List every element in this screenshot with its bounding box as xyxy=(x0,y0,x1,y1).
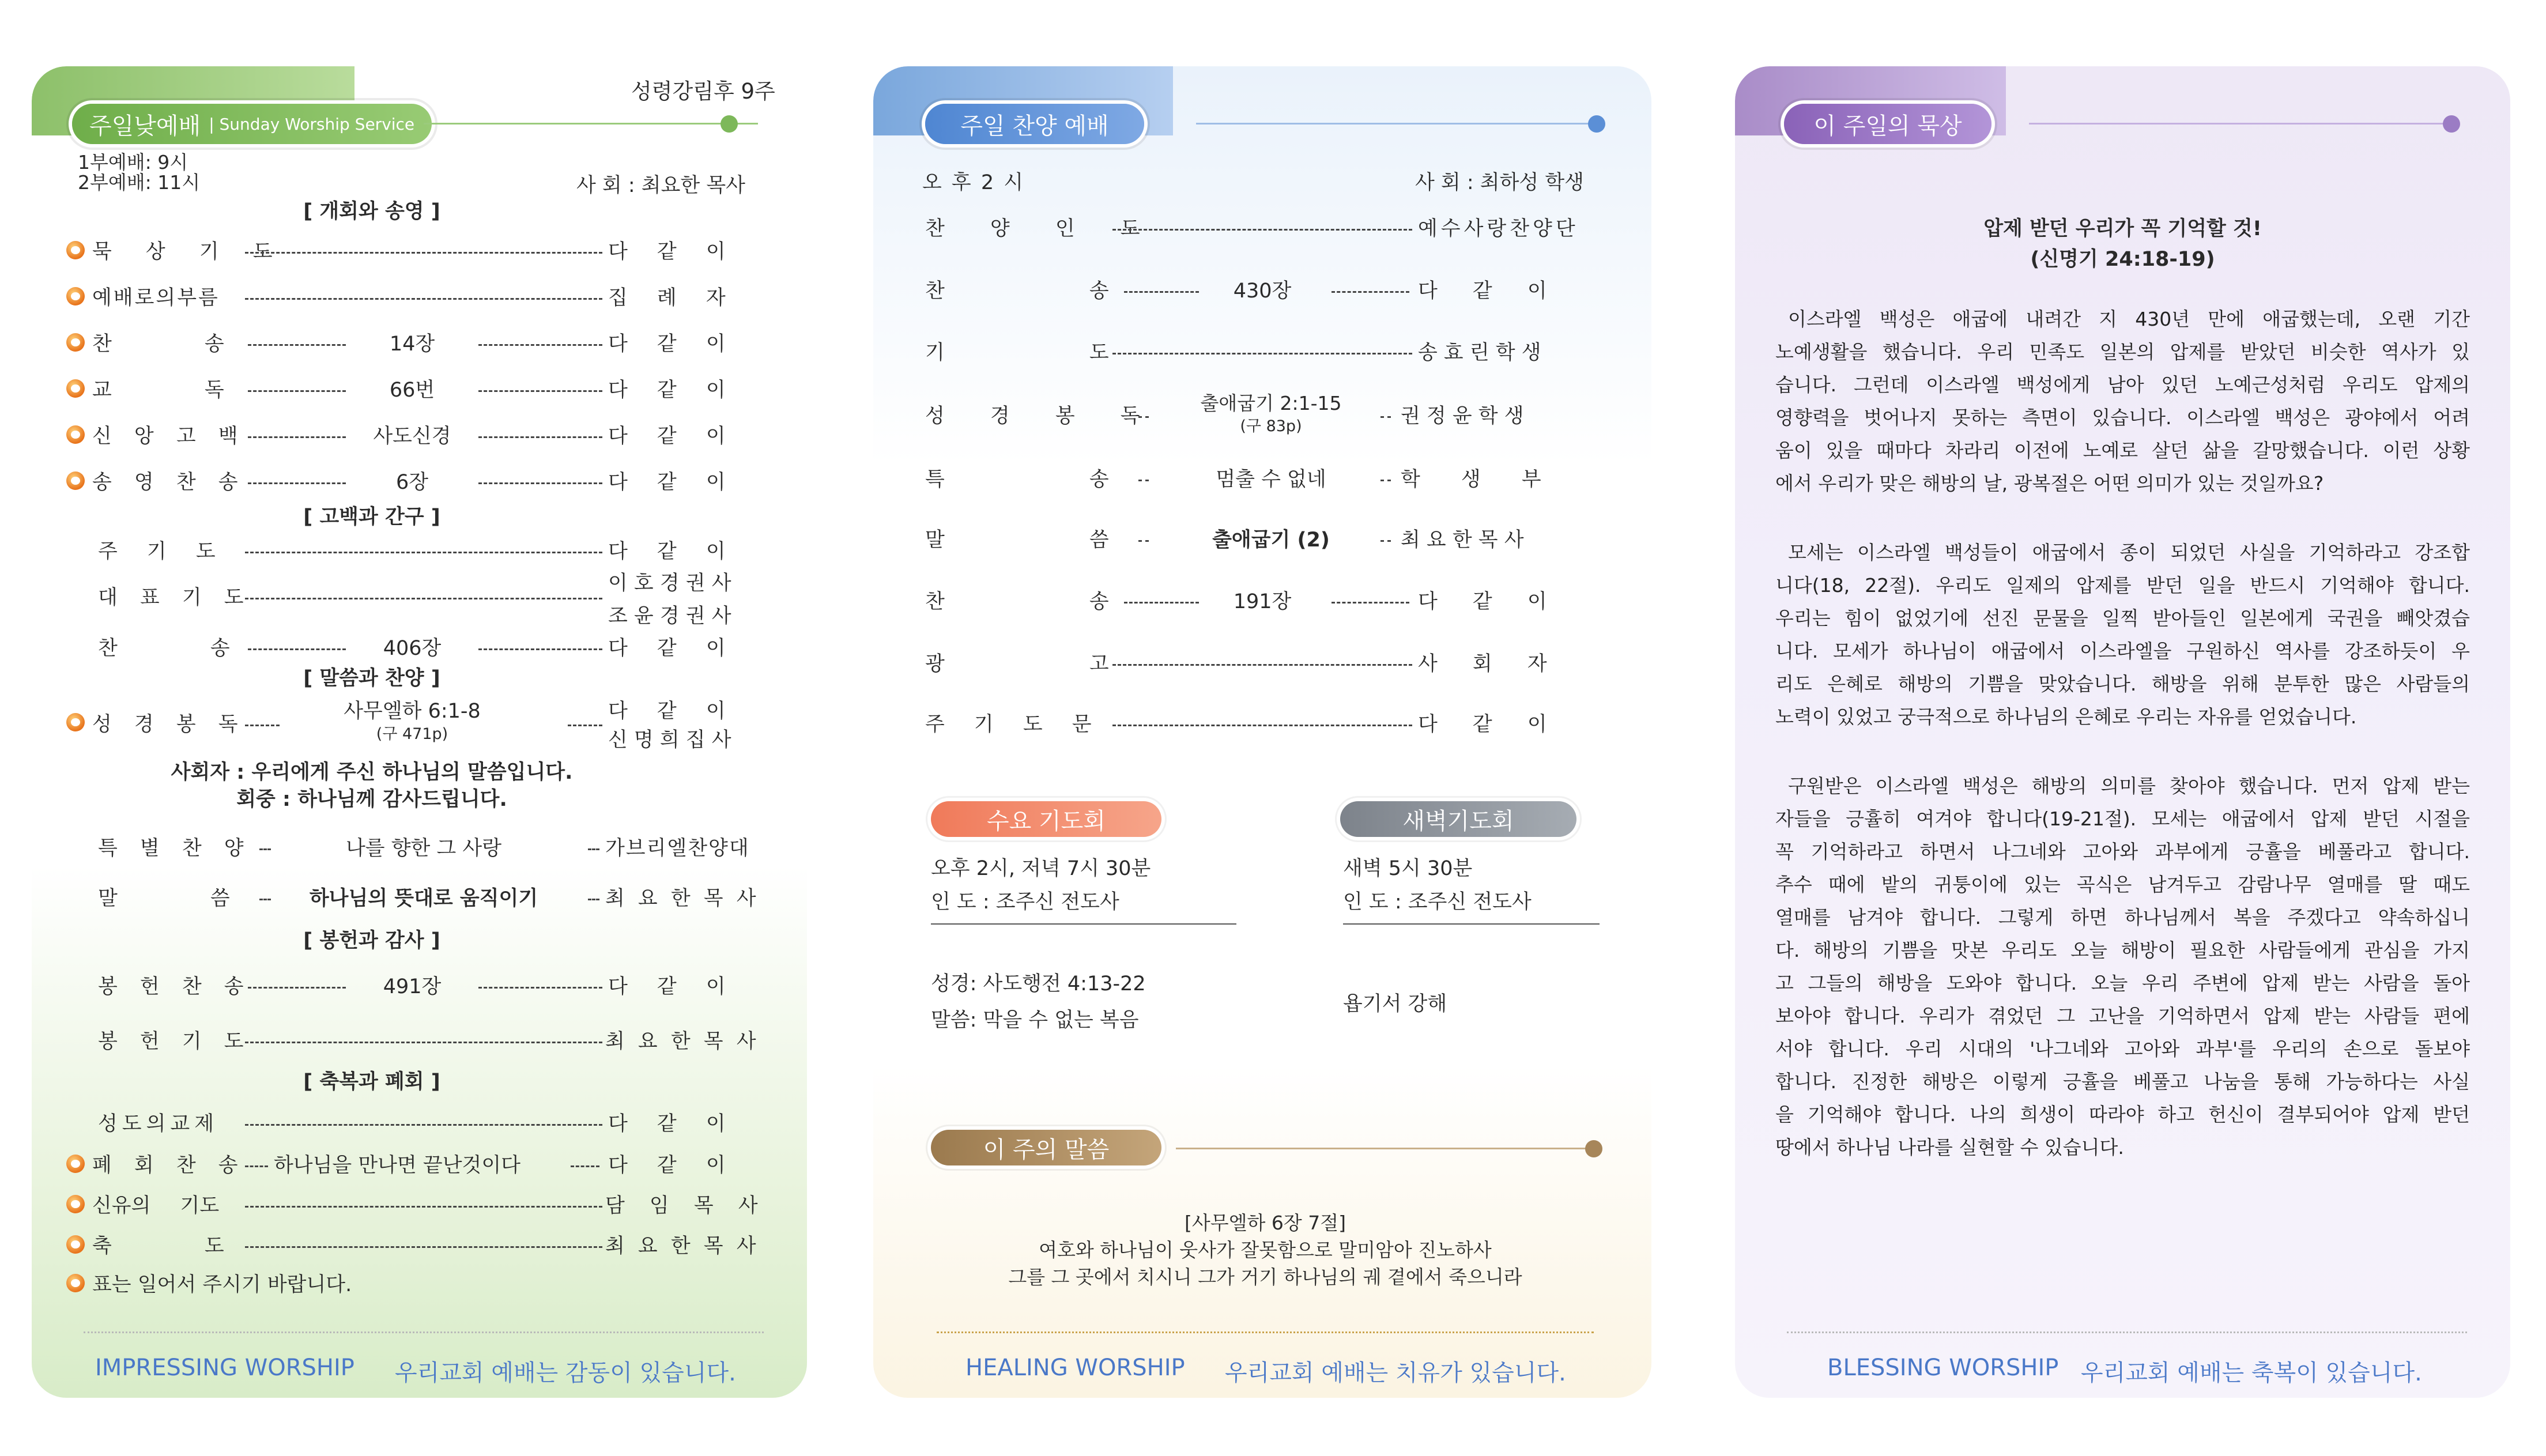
leader-dashes xyxy=(245,725,280,726)
order-item: 찬 송 xyxy=(925,590,1109,613)
header-dot xyxy=(2443,115,2460,133)
meditation-paragraph xyxy=(1775,770,2470,1164)
praise-worship-title xyxy=(925,104,1144,144)
wednesday-prayer-title xyxy=(931,801,1161,837)
sermon-title: 출애굽기 (2) xyxy=(1212,529,1330,552)
leader-dashes xyxy=(248,436,346,438)
order-leader: 다 같 이 xyxy=(608,471,726,494)
order-detail: 491장 xyxy=(383,975,442,998)
order-leader: 최 요 한 목 사 xyxy=(1401,529,1524,552)
order-detail: 나를 향한 그 사랑 xyxy=(345,837,502,860)
order-leader: 다 같 이 xyxy=(608,700,726,723)
order-leader: 최 요 한 목 사 xyxy=(605,1030,760,1053)
order-leader: 다 같 이 xyxy=(608,1154,726,1177)
text-line: 을 기억해야 합니다. 나의 희생이 따라야 하고 헌신이 결부되어야 압제 받던 xyxy=(1775,1103,2470,1126)
stand-icon xyxy=(66,379,85,398)
order-item: 찬 양 인 도 xyxy=(925,217,1160,240)
order-leader: 예수사랑찬양단 xyxy=(1418,217,1579,240)
title-text: 주일낮예배 xyxy=(89,112,201,139)
leader-dashes xyxy=(1124,602,1199,603)
leader-dashes xyxy=(1138,540,1149,542)
stand-icon xyxy=(66,425,85,444)
order-leader: 다 같 이 xyxy=(1418,280,1547,303)
text-line: 습니다. 그런데 이스라엘 백성에게 남아 있던 노예근성처럼 우리도 압제의 xyxy=(1775,374,2470,396)
footer-ko: 우리교회 예배는 감동이 있습니다. xyxy=(395,1360,736,1386)
leader-dashes xyxy=(245,1165,268,1167)
standing-note: 표는 일어서 주시기 바랍니다. xyxy=(92,1273,352,1296)
response-congregation: 회중 : 하나님께 감사드립니다. xyxy=(236,788,507,811)
order-leader: 다 같 이 xyxy=(1418,713,1547,736)
order-item: 성 경 봉 독 xyxy=(92,713,246,736)
leader-dashes xyxy=(478,390,602,392)
leader-dashes xyxy=(1381,480,1391,481)
order-item: 교 독 xyxy=(92,379,224,402)
order-detail: 406장 xyxy=(383,637,442,660)
service-time-2: 2부예배: 11시 xyxy=(78,171,201,194)
text-line: 니다(18, 22절). 우리도 일제의 압제를 받던 일을 반드시 기억해야 합니다. xyxy=(1775,574,2470,597)
text-line: 리도 은혜로 해방의 기쁨을 맞았습니다. 해방을 위해 분투한 많은 사람들의 xyxy=(1775,673,2470,695)
order-item: 성 경 봉 독 xyxy=(925,405,1160,428)
order-detail: 멈출 수 없네 xyxy=(1216,468,1326,491)
text-line: 이스라엘 백성은 애굽에 내려간 지 430년 만에 애굽했는데, 오랜 기간 xyxy=(1788,308,2470,330)
stand-icon xyxy=(66,713,85,731)
leader-dashes xyxy=(248,987,346,989)
leader-dashes xyxy=(245,1042,602,1043)
header-rule xyxy=(424,123,758,125)
title-text: 수요 기도회 xyxy=(987,808,1106,835)
meditation-panel xyxy=(1735,66,2510,1398)
order-leader: 다 같 이 xyxy=(608,425,726,448)
leader-dashes xyxy=(1138,480,1149,481)
presider: 사 회 : 최하성 학생 xyxy=(1415,171,1584,194)
section-heading: [ 말씀과 찬양 ] xyxy=(303,667,440,690)
order-item: 주 기 도 xyxy=(98,540,216,563)
order-item: 축 도 xyxy=(92,1235,224,1258)
order-leader: 다 같 이 xyxy=(608,975,726,998)
section-heading: [ 개회와 송영 ] xyxy=(303,200,440,223)
order-item: 봉 헌 찬 송 xyxy=(98,975,252,998)
wednesday-leader: 인 도 : 조주신 전도사 xyxy=(931,891,1119,914)
verse-dot xyxy=(1585,1140,1602,1157)
footer-ko: 우리교회 예배는 축복이 있습니다. xyxy=(2081,1360,2422,1386)
order-item: 묵 상 기 도 xyxy=(92,240,286,263)
leader-dashes xyxy=(245,298,602,300)
header-dot xyxy=(721,115,738,133)
leader-dashes xyxy=(248,344,346,346)
order-leader: 신 명 희 집 사 xyxy=(608,729,731,752)
order-leader: 학 생 부 xyxy=(1401,468,1541,491)
order-leader: 다 같 이 xyxy=(608,1112,726,1136)
dawn-time: 새벽 5시 30분 xyxy=(1343,857,1473,880)
stand-icon xyxy=(66,333,85,352)
leader-dashes xyxy=(245,598,602,599)
stand-icon xyxy=(66,241,85,259)
order-item: 말 씀 xyxy=(98,887,230,910)
meditation-reference: (신명기 24:18-19) xyxy=(2030,248,2215,271)
footer-en: IMPRESSING WORSHIP xyxy=(95,1355,354,1381)
order-leader: 다 같 이 xyxy=(608,240,726,263)
text-line: 모세는 이스라엘 백성들이 애굽에서 종이 되었던 사실을 기억하라고 강조합 xyxy=(1788,541,2470,564)
order-leader: 사 회 자 xyxy=(1418,652,1547,676)
meditation-heading: 압제 받던 우리가 꼭 기억할 것! xyxy=(1983,217,2262,240)
leader-dashes xyxy=(245,552,602,553)
response-presider: 사회자 : 우리에게 주신 하나님의 말씀입니다. xyxy=(171,761,573,784)
footer-en: HEALING WORSHIP xyxy=(965,1355,1185,1381)
order-item: 광 고 xyxy=(925,652,1109,676)
leader-dashes xyxy=(568,725,602,726)
dawn-leader: 인 도 : 조주신 전도사 xyxy=(1343,891,1532,914)
text-line: 우리는 힘이 없었기에 선진 문물을 일찍 받아들인 일본에게 국권을 빼앗겼습 xyxy=(1775,607,2470,629)
footer-ko: 우리교회 예배는 치유가 있습니다. xyxy=(1225,1360,1566,1386)
wednesday-sermon: 말씀: 막을 수 없는 복음 xyxy=(931,1009,1139,1032)
order-detail: 191장 xyxy=(1233,590,1292,613)
section-heading: [ 고백과 간구 ] xyxy=(303,506,440,529)
leader-dashes xyxy=(478,482,602,484)
service-time: 오 후 2 시 xyxy=(922,171,1025,194)
order-item: 예배로의부름 xyxy=(92,286,220,310)
title-text: 새벽기도회 xyxy=(1402,808,1514,835)
dawn-sermon: 욥기서 강해 xyxy=(1343,993,1447,1016)
leader-dashes xyxy=(259,848,271,850)
order-leader: 최 요 한 목 사 xyxy=(605,887,760,910)
order-item: 송 영 찬 송 xyxy=(92,471,246,494)
scripture-page: (구 471p) xyxy=(376,725,448,743)
leader-dashes xyxy=(478,987,602,989)
header-dot xyxy=(1588,115,1605,133)
sunday-worship-title xyxy=(72,104,432,144)
divider xyxy=(931,923,1236,925)
leader-dashes xyxy=(588,848,599,850)
order-detail: 14장 xyxy=(389,333,435,356)
stand-icon xyxy=(66,1274,85,1292)
text-line: 구원받은 이스라엘 백성은 해방의 의미를 찾아야 했습니다. 먼저 압제 받는 xyxy=(1788,775,2470,797)
verse-title xyxy=(931,1130,1161,1165)
order-leader: 담 임 목 사 xyxy=(605,1194,767,1217)
leader-dashes xyxy=(1332,291,1409,293)
meditation-paragraph xyxy=(1775,536,2470,733)
leader-dashes xyxy=(1112,353,1412,354)
text-line: 서야 합니다. 우리 시대의 '나그네와 고아와 과부'를 우리의 손으로 돌보야 xyxy=(1775,1038,2470,1060)
order-detail: 사도신경 xyxy=(373,425,451,448)
presider: 사 회 : 최요한 목사 xyxy=(576,174,745,197)
text-line: 에서 우리가 맞은 해방의 날, 광복절은 어떤 의미가 있는 것일까요? xyxy=(1775,472,2324,495)
meditation-title xyxy=(1784,104,1991,144)
order-leader: 다 같 이 xyxy=(608,540,726,563)
text-line: 노력이 있었고 궁극적으로 하나님의 은혜로 우리는 자유를 얻었습니다. xyxy=(1775,706,2357,728)
wednesday-time: 오후 2시, 저녁 7시 30분 xyxy=(931,857,1151,880)
order-item: 말 씀 xyxy=(925,529,1109,552)
title-text: 이 주일의 묵상 xyxy=(1813,112,1962,139)
text-line: 땅에서 하나님 나라를 실현할 수 있습니다. xyxy=(1775,1136,2124,1159)
order-item: 찬 송 xyxy=(925,280,1109,303)
order-leader: 다 같 이 xyxy=(608,379,726,402)
footer-rule xyxy=(84,1331,764,1333)
order-item: 대 표 기 도 xyxy=(98,586,252,609)
verse-rule xyxy=(1176,1148,1591,1149)
order-item: 성도의교제 xyxy=(98,1112,219,1136)
text-line: 자들을 긍휼히 여겨야 합니다(19-21절). 모세는 애굽에서 압제 받던 시절을 xyxy=(1775,808,2470,830)
verse-reference: [사무엘하 6장 7절] xyxy=(1185,1212,1346,1234)
order-item: 특 송 xyxy=(925,468,1109,491)
order-item: 봉 헌 기 도 xyxy=(98,1030,252,1053)
text-line: 영향력을 벗어나지 못하는 측면이 있습니다. 이스라엘 백성은 광야에서 어려 xyxy=(1775,406,2470,429)
leader-dashes xyxy=(245,1206,602,1208)
leader-dashes xyxy=(478,436,602,438)
text-line: 움이 있을 때마다 차라리 이전에 노예로 살던 삶을 갈망했습니다. 이런 상황 xyxy=(1775,439,2470,462)
order-item: 찬 송 xyxy=(92,333,224,356)
section-heading: [ 봉헌과 감사 ] xyxy=(303,929,440,952)
footer-en: BLESSING WORSHIP xyxy=(1827,1355,2059,1381)
stand-icon xyxy=(66,287,85,305)
leader-dashes xyxy=(259,899,271,900)
text-line: 니다. 모세가 하나님이 애굽에서 이스라엘을 구원하신 역사를 강조하듯이 우 xyxy=(1775,640,2470,662)
order-leader: 최 요 한 목 사 xyxy=(605,1235,760,1258)
text-line: 열매를 남겨야 합니다. 그렇게 하면 하나님께서 복을 주겠다고 약속하십니 xyxy=(1775,906,2470,929)
stand-icon xyxy=(66,1195,85,1213)
leader-dashes xyxy=(1124,291,1199,293)
order-detail: 6장 xyxy=(395,471,429,494)
sunday-praise-panel xyxy=(873,66,1651,1398)
verse-line: 여호와 하나님이 웃사가 잘못함으로 말미암아 진노하사 xyxy=(1039,1239,1492,1261)
sermon-title: 하나님의 뜻대로 움직이기 xyxy=(309,887,538,910)
divider xyxy=(1343,923,1600,925)
text-line: 추수 때에 밭의 귀퉁이에 있는 곡식은 남겨두고 감람나무 열매를 딸 때도 xyxy=(1775,873,2470,896)
header-rule xyxy=(2029,123,2456,125)
leader-dashes xyxy=(478,648,602,650)
scripture-reading: 사무엘하 6:1-8 xyxy=(344,700,481,723)
leader-dashes xyxy=(1138,416,1149,418)
text-line: 고 그들의 해방을 도와야 합니다. 오늘 우리 주변에 압제 받는 사람을 돌아 xyxy=(1775,972,2470,994)
season-label: 성령강림후 9주 xyxy=(631,79,775,104)
header-rule xyxy=(1196,123,1600,125)
stand-icon xyxy=(66,1235,85,1254)
order-item: 신유의 기도 xyxy=(92,1194,220,1217)
order-leader: 권 정 윤 학 생 xyxy=(1401,405,1524,428)
leader-dashes xyxy=(588,899,599,900)
order-detail: 430장 xyxy=(1233,280,1292,303)
title-text: 이 주의 말씀 xyxy=(983,1136,1110,1163)
section-heading: [ 축복과 폐회 ] xyxy=(303,1070,440,1093)
footer-rule xyxy=(1787,1331,2467,1333)
title-subtext: | Sunday Worship Service xyxy=(209,114,415,134)
order-item: 신 앙 고 백 xyxy=(92,425,246,448)
stand-icon xyxy=(66,471,85,490)
leader-dashes xyxy=(1112,725,1412,726)
leader-dashes xyxy=(245,252,602,254)
leader-dashes xyxy=(248,648,346,650)
order-item: 폐 회 찬 송 xyxy=(92,1154,246,1177)
leader-dashes xyxy=(1381,540,1391,542)
leader-dashes xyxy=(245,1124,602,1126)
order-leader: 다 같 이 xyxy=(1418,590,1547,613)
text-line: 보아야 합니다. 우리가 겪었던 그 고난을 기억하면서 압제 받는 사람들 편에 xyxy=(1775,1005,2470,1027)
leader-dashes xyxy=(245,1246,602,1248)
leader-dashes xyxy=(571,1165,599,1167)
stand-icon xyxy=(66,1155,85,1173)
order-detail: 하나님을 만나면 끝난것이다 xyxy=(274,1154,520,1177)
leader-dashes xyxy=(478,344,602,346)
scripture-page: (구 83p) xyxy=(1240,417,1302,435)
order-item: 기 도 xyxy=(925,341,1109,364)
text-line: 꼭 기억하라고 하면서 나그네와 고아와 과부에게 긍휼을 베풀라고 합니다. xyxy=(1775,840,2470,863)
order-item: 찬 송 xyxy=(98,637,230,660)
sunday-worship-panel xyxy=(32,66,807,1398)
text-line: 노예생활을 했습니다. 우리 민족도 일본의 압제를 받았던 비슷한 역사가 있 xyxy=(1775,341,2470,363)
order-leader: 조 윤 경 권 사 xyxy=(608,605,731,628)
order-leader: 다 같 이 xyxy=(608,333,726,356)
leader-dashes xyxy=(1112,229,1412,231)
text-line: 합니다. 진정한 해방은 이렇게 긍휼을 베풀고 나눔을 통해 가능하다는 사실 xyxy=(1775,1070,2470,1093)
order-leader: 다 같 이 xyxy=(608,637,726,660)
leader-dashes xyxy=(248,482,346,484)
order-leader: 송 효 린 학 생 xyxy=(1418,341,1541,364)
order-item: 특 별 찬 양 xyxy=(98,837,252,860)
title-text: 주일 찬양 예배 xyxy=(960,112,1109,139)
scripture-reading: 출애굽기 2:1-15 xyxy=(1200,392,1342,414)
leader-dashes xyxy=(248,390,346,392)
service-time-1: 1부예배: 9시 xyxy=(78,151,188,173)
leader-dashes xyxy=(1112,664,1412,666)
footer-rule xyxy=(937,1331,1594,1333)
order-leader: 가브리엘찬양대 xyxy=(605,837,750,860)
wednesday-scripture: 성경: 사도행전 4:13-22 xyxy=(931,972,1146,995)
leader-dashes xyxy=(1381,416,1391,418)
order-detail: 66번 xyxy=(389,379,435,402)
meditation-paragraph xyxy=(1775,303,2470,500)
dawn-prayer-title xyxy=(1340,801,1576,837)
order-leader: 집 례 자 xyxy=(608,286,726,310)
order-leader: 이 호 경 권 사 xyxy=(608,572,731,595)
text-line: 다. 해방의 기쁨을 맛본 우리도 오늘 해방이 필요한 사람들에게 관심을 가지 xyxy=(1775,939,2470,961)
order-item: 주 기 도 문 xyxy=(925,713,1103,736)
leader-dashes xyxy=(1332,602,1409,603)
verse-line: 그를 그 곳에서 치시니 그가 거기 하나님의 궤 곁에서 죽으니라 xyxy=(1008,1266,1522,1288)
